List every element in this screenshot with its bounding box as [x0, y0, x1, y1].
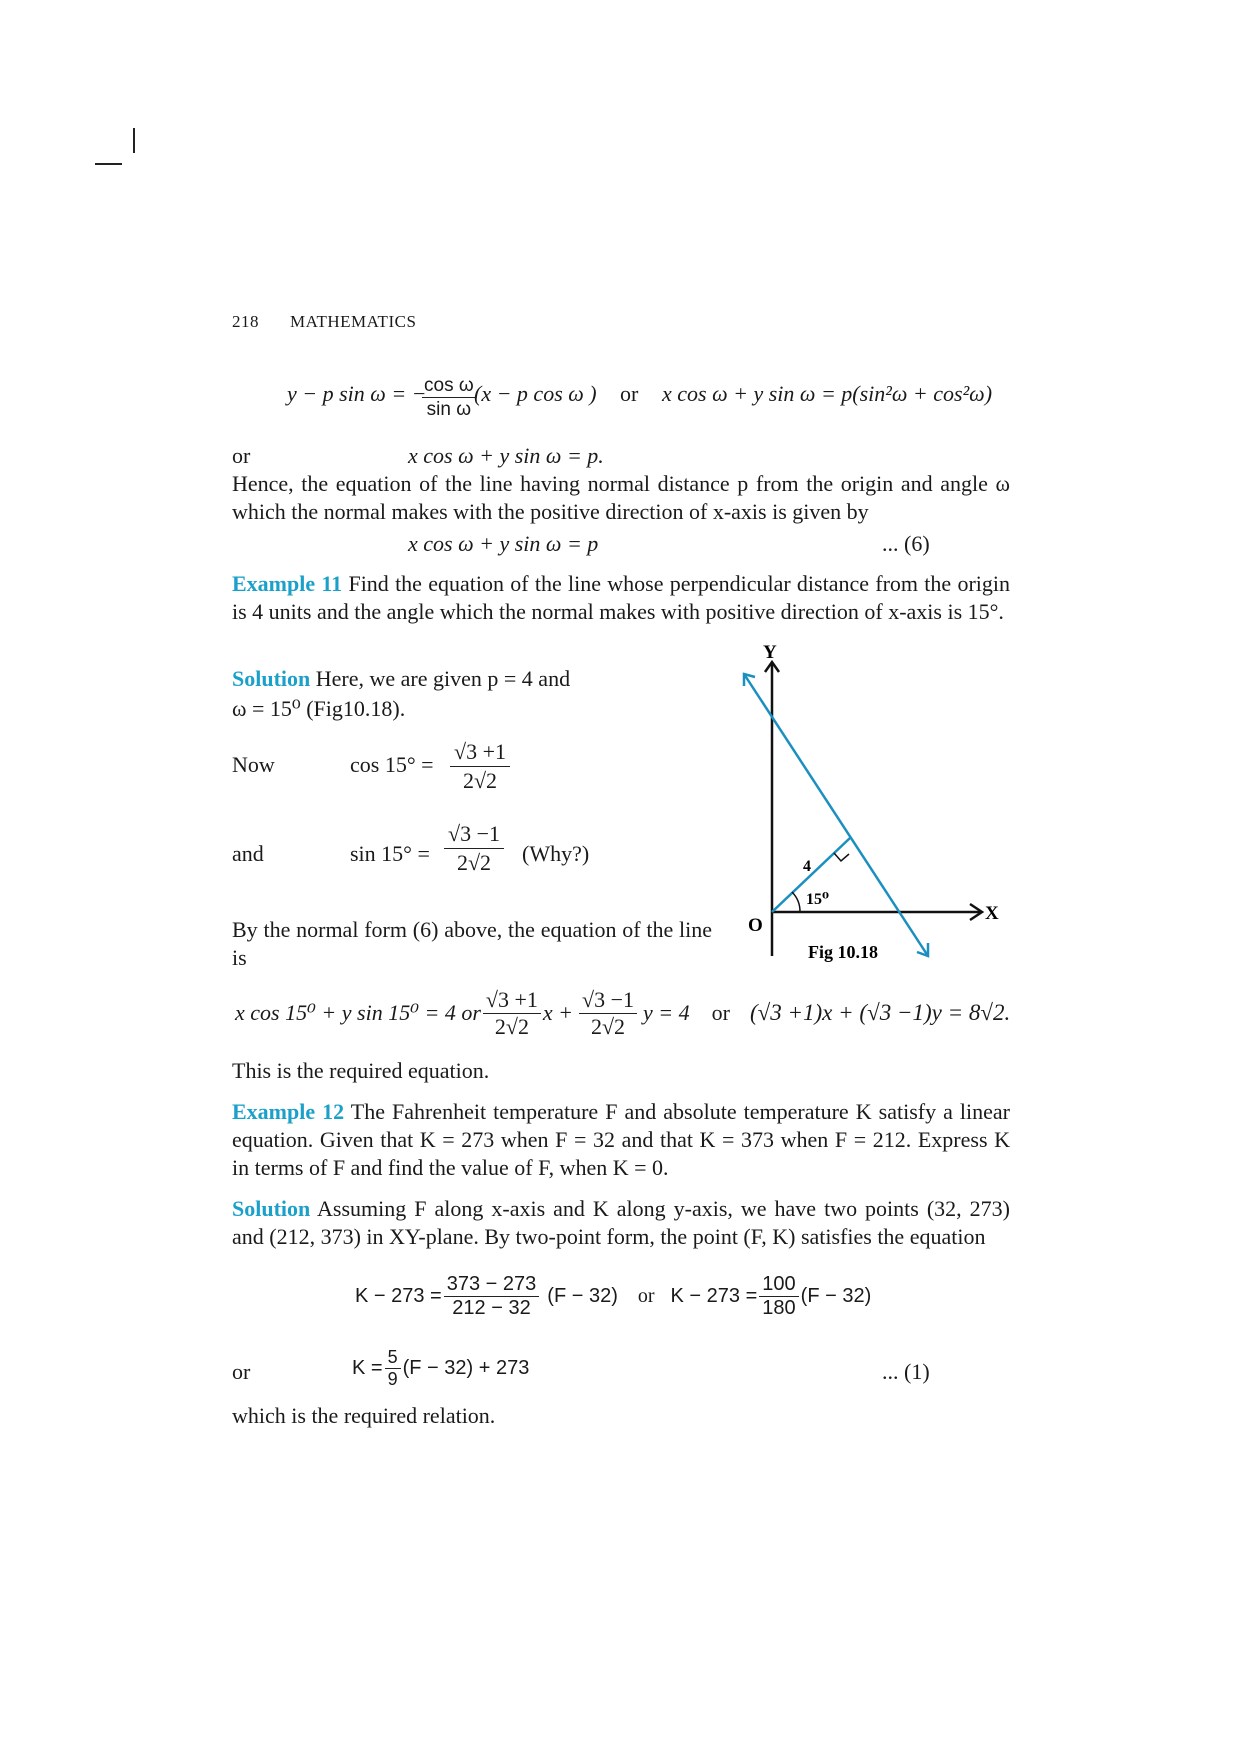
hence-paragraph: Hence, the equation of the line having normal distance p from the origin and angle ω which the normal makes with the positive direction of x-axis is given by: [232, 471, 1010, 524]
eq1-frac-num: cos ω: [424, 375, 474, 396]
why-note: (Why?): [522, 841, 590, 866]
cos-frac-num: √3 +1: [450, 738, 510, 767]
distance-label: 4: [803, 858, 811, 875]
cos-fraction: [450, 738, 510, 794]
figure-caption: Fig 10.18: [808, 942, 878, 962]
example12-solution-paragraph: [232, 1195, 1010, 1251]
eq-alt-num: 100: [759, 1274, 798, 1297]
normal-form-paragraph: By the normal form (6) above, the equation of the line is: [232, 917, 712, 970]
running-head: MATHEMATICS: [290, 312, 417, 331]
eq-alt-rest: (F − 32): [800, 1284, 872, 1307]
eq1-lhs: y − p sin ω = −: [287, 381, 427, 406]
final-or: or: [711, 1000, 730, 1025]
right-angle-mark: [834, 853, 849, 861]
page-number: 218: [232, 312, 259, 331]
eq-fraction: [444, 1274, 540, 1319]
example11-solution-line1: [232, 666, 570, 692]
y-axis-label: Y: [763, 642, 777, 663]
example11-text: Find the equation of the line whose perpendicular distance from the origin is 4 units and the angle which the normal makes with positive direction of x-axis is 15°.: [232, 571, 1011, 624]
sin-frac-den: 2√2: [456, 849, 492, 875]
final-alt: (√3 +1)x + (√3 −1)y = 8√2.: [749, 1000, 1011, 1025]
example12-paragraph: [232, 1098, 1010, 1182]
example11-solution-text2: ω = 15⁰ (Fig10.18).: [232, 696, 406, 721]
now-label: Now: [232, 752, 275, 777]
sin-lhs: sin 15° =: [350, 841, 430, 866]
example12-solution-text: Assuming F along x-axis and K along y-axis, we have two points (32, 273) and (212, 373) in XY-plane. By two-point form, the point (F, K) satisfies the equation: [232, 1196, 1010, 1249]
eq-alt-den: 180: [762, 1296, 796, 1319]
angle-label: 15⁰: [806, 891, 830, 908]
final-frac2-den: 2√2: [590, 1013, 626, 1039]
angle-arc: [792, 892, 800, 912]
eq1-or: or: [620, 381, 639, 406]
x-axis-label: X: [985, 903, 999, 924]
cos-lhs: cos 15° =: [350, 752, 434, 777]
eq1-rest: (x − p cos ω ): [474, 381, 597, 406]
example11-solution-text1: Here, we are given p = 4 and: [315, 666, 571, 691]
k-frac-num: 5: [385, 1348, 401, 1369]
final-frac1-den: 2√2: [494, 1013, 529, 1039]
k-or-label: or: [232, 1359, 251, 1384]
example11-label: Example 11: [232, 571, 343, 596]
crop-mark-horizontal: [95, 163, 122, 165]
example11-final-equation: [235, 983, 1010, 1043]
normal-form-equation: x cos ω + y sin ω = p: [408, 531, 599, 556]
eq1-alt: x cos ω + y sin ω = p(sin²ω + cos²ω): [662, 381, 993, 406]
eq-rest: (F − 32): [547, 1284, 618, 1307]
k-relation-equation: [352, 1338, 529, 1398]
k-fraction: [385, 1348, 401, 1389]
k-rest: (F − 32) + 273: [402, 1356, 530, 1379]
k-lhs: K =: [352, 1356, 383, 1379]
eq-alt-lhs: K − 273 =: [670, 1284, 758, 1307]
eq1-frac-den: sin ω: [426, 398, 472, 420]
two-point-equation: [355, 1266, 871, 1326]
example11-solution-label: Solution: [232, 666, 311, 691]
final-y: y = 4: [643, 1000, 690, 1025]
sin-fraction: [444, 820, 504, 876]
final-eq-lhs: x cos 15⁰ + y sin 15⁰ = 4 or: [235, 1000, 481, 1025]
final-mid: x +: [542, 1000, 574, 1025]
required-equation-text: This is the required equation.: [232, 1058, 490, 1083]
eq1-fraction: [422, 376, 476, 421]
eq2-label: or: [232, 443, 251, 468]
normal-form-tag: ... (6): [882, 531, 930, 556]
final-frac1-num: √3 +1: [483, 988, 541, 1013]
final-frac2-num: √3 −1: [579, 988, 637, 1013]
eq-or: or: [637, 1284, 655, 1307]
origin-label: O: [748, 915, 763, 936]
eq-frac-num: 373 − 273: [444, 1274, 540, 1297]
and-label: and: [232, 841, 264, 866]
crop-mark-vertical: [133, 128, 135, 153]
example12-solution-label: Solution: [232, 1196, 311, 1221]
final-frac2: [579, 988, 637, 1037]
example12-label: Example 12: [232, 1099, 345, 1124]
eq-lhs: K − 273 =: [355, 1284, 442, 1307]
eq-frac-den: 212 − 32: [452, 1296, 531, 1319]
k-relation-tag: ... (1): [882, 1359, 930, 1384]
eq-alt-fraction: [759, 1274, 798, 1319]
cos-frac-den: 2√2: [462, 767, 498, 793]
k-frac-den: 9: [387, 1368, 398, 1389]
required-relation-text: which is the required relation.: [232, 1403, 496, 1428]
example12-text: The Fahrenheit temperature F and absolute temperature K satisfy a linear equation. Given that K = 273 when F = 32 and that K = 373 when F = 212. Express K in terms of F and find the value of F, when K = 0.: [232, 1099, 1010, 1180]
eq2: x cos ω + y sin ω = p.: [408, 443, 604, 468]
example11-paragraph: [232, 570, 1010, 626]
figure-10-18: [720, 640, 1020, 970]
sin-frac-num: √3 −1: [444, 820, 504, 849]
final-frac1: [483, 988, 541, 1037]
